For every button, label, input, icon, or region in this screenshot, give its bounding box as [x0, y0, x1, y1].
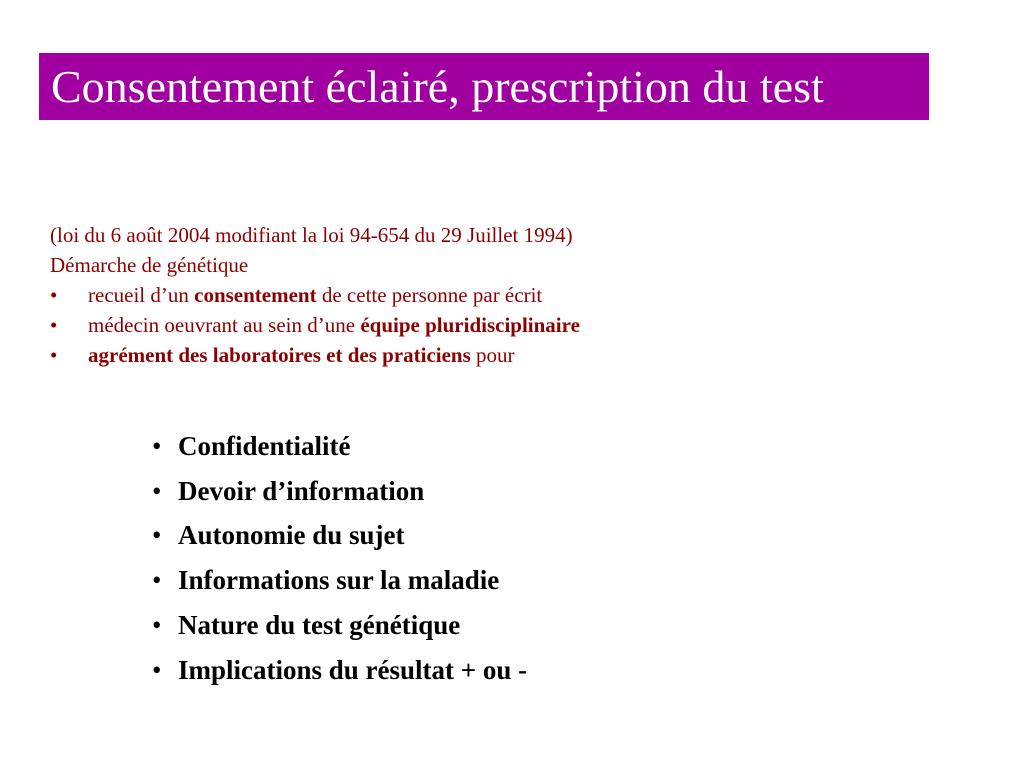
list-item-text: Informations sur la maladie	[178, 565, 500, 596]
bullet-dot-icon: •	[152, 475, 162, 506]
slide-title: Consentement éclairé, prescription du test	[51, 61, 824, 112]
intro-bullet-text: médecin oeuvrant au sein d’une équipe pluridisciplinaire	[88, 313, 580, 337]
bullet-dot-icon: •	[152, 609, 162, 640]
intro-subtitle: Démarche de génétique	[50, 253, 249, 277]
intro-bullet-team	[50, 310, 580, 340]
intro-bullet-approval	[50, 340, 580, 370]
list-item	[152, 558, 527, 603]
bullet-dot-icon: •	[152, 565, 162, 596]
list-item	[152, 603, 527, 648]
intro-block	[50, 220, 580, 370]
intro-bullet-text: agrément des laboratoires et des praticiens pour	[88, 343, 515, 367]
bullet-dot-icon: •	[152, 431, 162, 461]
title-banner	[39, 53, 929, 120]
list-item-text: Confidentialité	[178, 431, 351, 461]
list-item	[152, 469, 527, 514]
bullet-dot-icon: •	[50, 283, 58, 307]
list-item	[152, 424, 527, 469]
bullet-dot-icon: •	[152, 654, 162, 685]
bullet-dot-icon: •	[50, 343, 58, 367]
list-item	[152, 513, 527, 558]
bullet-dot-icon: •	[50, 313, 58, 337]
list-item-text: Autonomie du sujet	[178, 520, 405, 551]
list-item-text: Implications du résultat + ou -	[178, 654, 528, 685]
principles-list	[152, 424, 527, 692]
list-item	[152, 648, 527, 693]
list-item-text: Nature du test génétique	[178, 609, 461, 640]
law-reference: (loi du 6 août 2004 modifiant la loi 94-654 du 29 Juillet 1994)	[50, 223, 573, 247]
intro-bullet-text: recueil d’un consentement de cette personne par écrit	[88, 283, 543, 307]
bullet-dot-icon: •	[152, 520, 162, 551]
intro-bullet-consent	[50, 280, 580, 310]
list-item-text: Devoir d’information	[178, 475, 425, 506]
